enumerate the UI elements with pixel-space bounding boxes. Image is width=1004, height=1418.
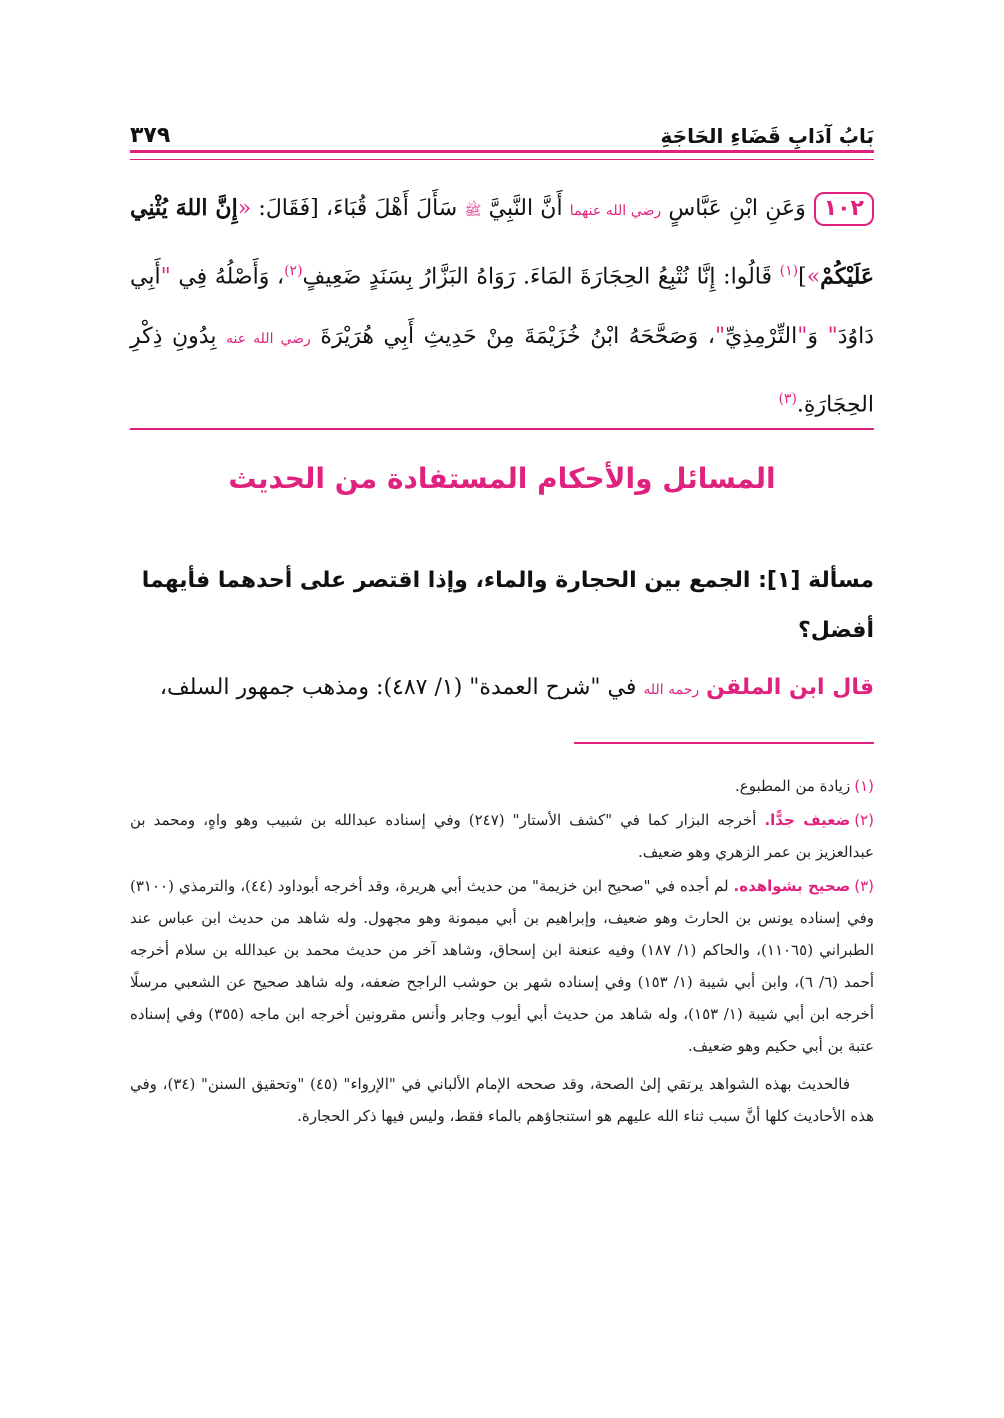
hadith-part: ] [798,264,807,290]
hadith-part: أَنَّ النَّبِيَّ [488,196,563,221]
footnote-item [130,770,874,802]
honorific-glyph: رحمه الله [643,682,700,698]
footnote-text: زيادة من المطبوع. [734,777,851,795]
section-heading: المسائل والأحكام المستفادة من الحديث [228,462,776,495]
honorific-glyph: رضي الله عنهما [569,203,662,219]
header-divider [130,150,874,160]
chapter-title: بَابُ آدَابِ قَضَاءِ الحَاجَةِ [660,124,874,148]
footnote-ref[interactable]: (٢) [284,263,303,279]
hadith-part: قَالُوا: إِنَّا نُتْبِعُ الحِجَارَةَ المَاءَ. رَوَاهُ البَزَّارُ بِسَنَدٍ ضَعِيفٍ [302,264,772,290]
footnote-number: (٣) [854,877,874,895]
prophetic-quote: إِنَّ اللهَ يُثْنِي عَلَيْكُمْ [130,195,875,290]
honorific-glyph: ﷺ [464,203,482,219]
footnote-text: لم أجده في "صحيح ابن خزيمة" من حديث أبي هريرة، وقد أخرجه أبوداود (٤٤)، والترمذي (٣١٠٠) وفي إسناده يونس بن الحارث وهو ضعيف، وإبراهيم بن أبي ميمونة وهو مجهول. وله شاهد من حديث ابن عباس عند الطبراني (١١٠٦٥)، والحاكم (١/ ١٨٧) وفيه عنعنة ابن إسحاق، وشاهد آخر من حديث محمد بن عبدالله بن سلام أخرجه أحمد (٦/ ٦)، وابن أبي شيبة (١/ ١٥٣) وفي إسناده شهر بن حوشب الراجح ضعفه، وله شاهد صحيح عن الشعبي مرسلًا أخرجه ابن أبي شيبة (١/ ١٥٣)، وله شاهد من حديث أبي أيوب وجابر وأنس مقرونين أخرجه ابن ماجه (٣٥٥) وفي إسناده عتبة بن أبي حكيم وهو ضعيف. [130,877,875,1055]
quote-mark: " [160,264,171,290]
quote-mark: « [237,196,252,221]
hadith-part: ، وَصَحَّحَهُ ابْنُ خُزَيْمَةَ مِنْ حَدِيثِ أَبِي هُرَيْرَةَ [320,324,715,350]
issue-body [130,668,874,710]
quote-mark: " [714,324,726,350]
footnote-text: أخرجه البزار كما في "كشف الأستار" (٢٤٧) وفي إسناده عبدالله بن شبيب وهو واهٍ، ومحمد بن عبدالعزيز بن عمر الزهري وهو ضعيف. [130,811,874,861]
hadith-part: سَأَلَ أَهْلَ قُبَاءَ، [فَقَالَ: [258,196,458,221]
hadith-number-badge: ١٠٢ [814,192,874,226]
book-title: أَبِي دَاوُدَ [130,264,875,350]
quote-mark: " [827,324,838,350]
quote-mark: » [806,264,821,290]
scholar-name: قال ابن الملقن [706,675,874,700]
footnote-divider [574,742,874,744]
footnote-ref[interactable]: (١) [779,263,799,279]
quote-mark: " [797,324,808,350]
honorific-glyph: رضي الله عنه [226,331,311,348]
footnote-grade: ضعيف جدًّا. [764,811,851,829]
footnote-item [130,804,874,868]
hadith-part: بِدُونِ ذِكْرِ الحِجَارَةِ. [130,324,874,418]
hadith-part: ، وَأَصْلُهُ فِي [178,264,285,290]
footnote-number: (١) [854,777,874,795]
hadith-block [130,178,874,436]
page-header [130,108,874,148]
footnote-grade: صحيح بشواهده. [733,877,851,895]
footnote-ref[interactable]: (٣) [778,391,797,408]
footnotes [130,770,874,1132]
hadith-part: وَ [807,324,818,350]
issue-heading: مسألة [١]: الجمع بين الحجارة والماء، وإذا اقتصر على أحدهما فأيهما أفضل؟ [141,568,874,643]
footnote-item [130,870,874,1062]
hadith-divider [130,428,874,430]
hadith-text [130,178,874,436]
issue-text: في "شرح العمدة" (١/ ٤٨٧): ومذهب جمهور السلف، [159,675,637,700]
footnote-number: (٢) [854,811,874,829]
book-title: التِّرْمِذِيِّ [725,324,798,350]
page-number: ٣٧٩ [130,123,171,148]
closing-paragraph: فالحديث بهذه الشواهد يرتقي إلىٰ الصحة، وقد صححه الإمام الألباني في "الإرواء" (٤٥) "وتحقيق السنن" (٣٤)، وفي هذه الأحاديث كلها أنَّ سبب ثناء الله عليهم هو استنجاؤهم بالماء فقط، وليس فيها ذكر الحجارة. [130,1075,874,1125]
hadith-part: وَعَنِ ابْنِ عَبَّاسٍ [668,196,806,221]
